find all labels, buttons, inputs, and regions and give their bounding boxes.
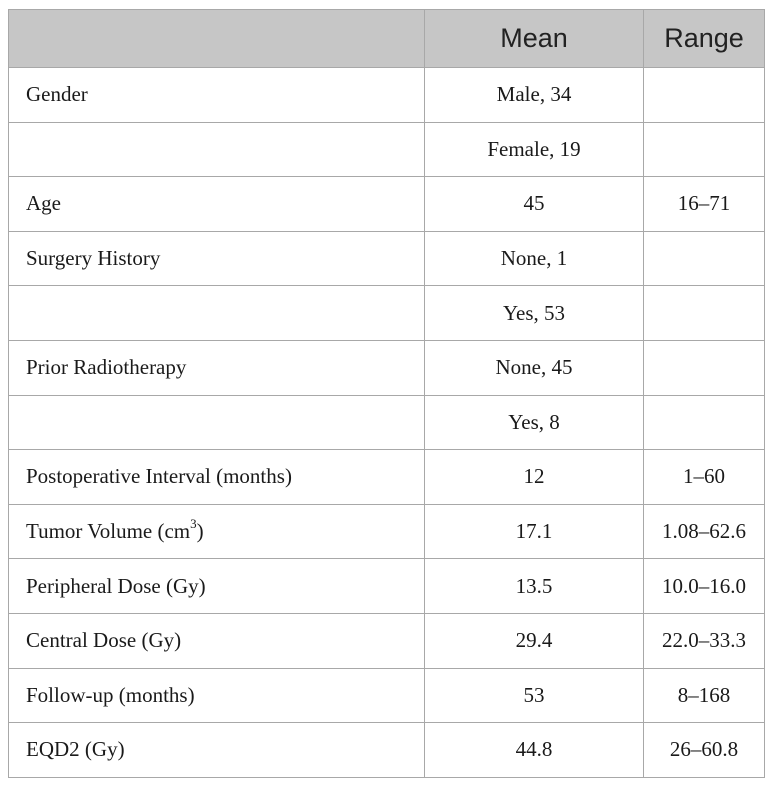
table-row (9, 504, 765, 559)
row-range: 10.0–16.0 (644, 559, 765, 614)
row-range: 1.08–62.6 (644, 504, 765, 559)
characteristics-table (8, 9, 765, 778)
row-range: 16–71 (644, 177, 765, 232)
row-mean: None, 1 (425, 231, 644, 286)
row-label: Peripheral Dose (Gy) (9, 559, 425, 614)
row-mean: 12 (425, 450, 644, 505)
row-label-superscript: 3 (190, 516, 197, 532)
row-mean: Yes, 8 (425, 395, 644, 450)
table-row (9, 395, 765, 450)
row-label (9, 122, 425, 177)
row-range (644, 122, 765, 177)
row-mean: 44.8 (425, 723, 644, 778)
table-row (9, 559, 765, 614)
row-range (644, 340, 765, 395)
table-row (9, 231, 765, 286)
row-mean: 13.5 (425, 559, 644, 614)
table-row (9, 450, 765, 505)
row-range: 22.0–33.3 (644, 613, 765, 668)
row-label: Surgery History (9, 231, 425, 286)
row-range (644, 68, 765, 123)
table-row (9, 68, 765, 123)
table-row (9, 122, 765, 177)
row-label: Age (9, 177, 425, 232)
row-label (9, 395, 425, 450)
row-label (9, 504, 425, 559)
row-label-tail: ) (196, 519, 204, 544)
row-label: EQD2 (Gy) (9, 723, 425, 778)
row-mean: 45 (425, 177, 644, 232)
row-mean: 29.4 (425, 613, 644, 668)
row-label (9, 286, 425, 341)
row-label: Central Dose (Gy) (9, 613, 425, 668)
row-range (644, 286, 765, 341)
row-range (644, 231, 765, 286)
characteristics-table-container (8, 9, 764, 778)
row-label: Follow-up (months) (9, 668, 425, 723)
header-range: Range (644, 10, 765, 68)
table-row (9, 723, 765, 778)
row-range: 1–60 (644, 450, 765, 505)
row-mean: 53 (425, 668, 644, 723)
row-mean: Yes, 53 (425, 286, 644, 341)
row-label-text: Tumor Volume (cm (26, 519, 191, 544)
row-label: Prior Radiotherapy (9, 340, 425, 395)
row-range (644, 395, 765, 450)
header-row (9, 10, 765, 68)
table-row (9, 613, 765, 668)
header-mean: Mean (425, 10, 644, 68)
header-blank (9, 10, 425, 68)
row-range: 26–60.8 (644, 723, 765, 778)
row-range: 8–168 (644, 668, 765, 723)
row-mean: Female, 19 (425, 122, 644, 177)
table-row (9, 340, 765, 395)
row-label: Gender (9, 68, 425, 123)
row-mean: Male, 34 (425, 68, 644, 123)
table-row (9, 286, 765, 341)
row-mean: None, 45 (425, 340, 644, 395)
table-row (9, 177, 765, 232)
table-row (9, 668, 765, 723)
row-label: Postoperative Interval (months) (9, 450, 425, 505)
row-mean: 17.1 (425, 504, 644, 559)
